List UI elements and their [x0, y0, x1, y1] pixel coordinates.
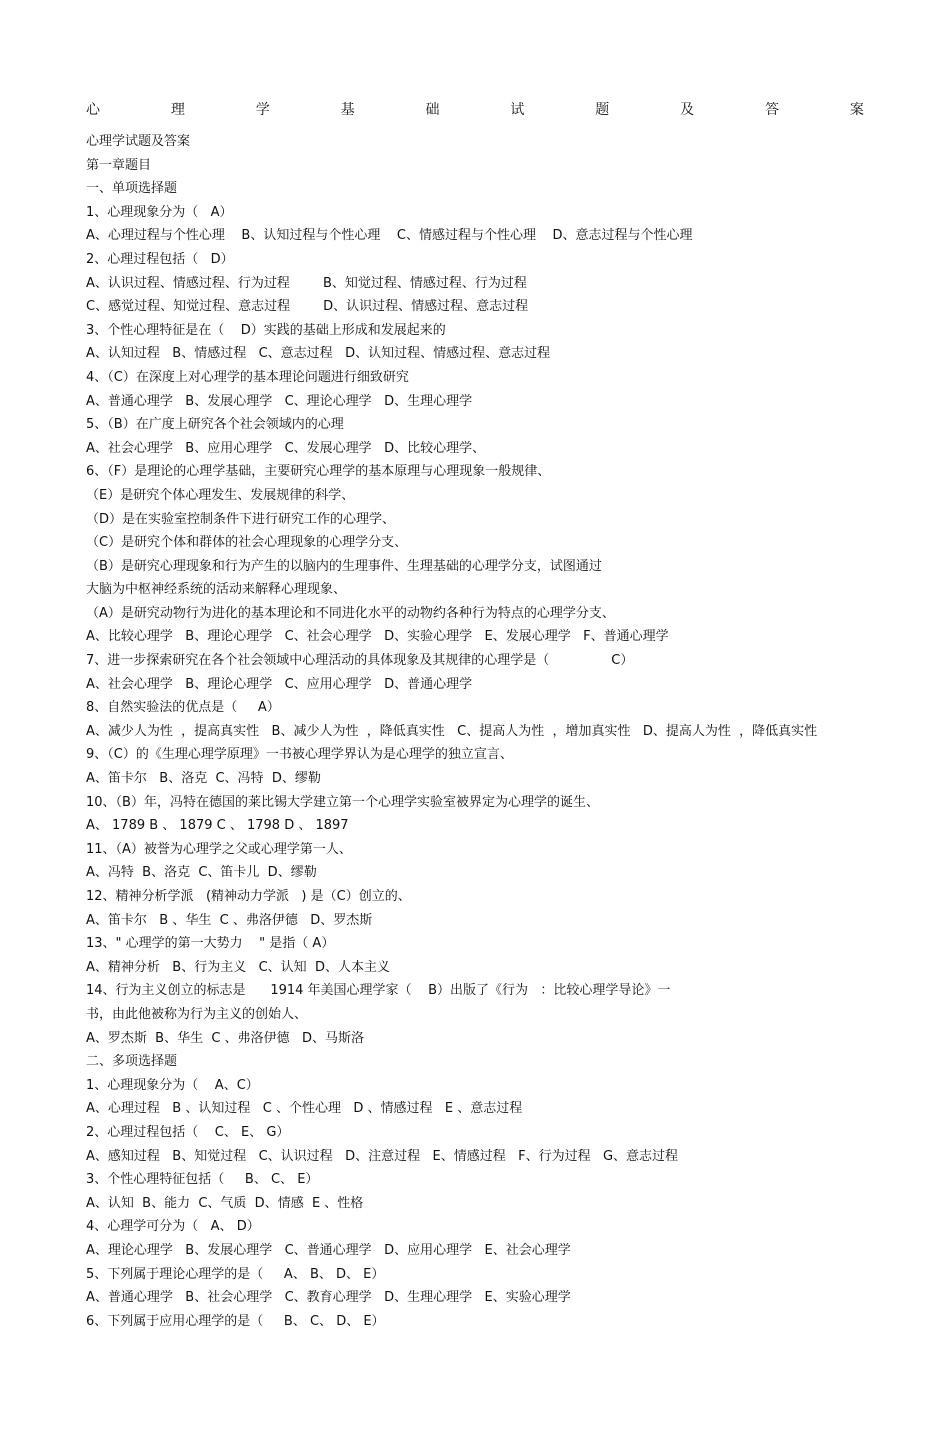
text-line: 12、精神分析学派 (精神动力学派 ) 是（C）创立的、	[86, 889, 411, 904]
title-char: 题	[595, 102, 610, 118]
text-line: 5、下列属于理论心理学的是（ A、 B、 D、 E）	[86, 1266, 385, 1282]
text-line: A、普通心理学 B、发展心理学 C、理论心理学 D、生理心理学	[86, 393, 473, 409]
text-line: 1、心理现象分为（ A）	[86, 204, 233, 220]
title-char: 答	[765, 102, 779, 118]
text-line: （B）是研究心理现象和行为产生的以脑内的生理事件、生理基础的心理学分支，试图通过	[86, 558, 602, 574]
title-char: 案	[849, 102, 864, 118]
text-line: A、精神分析 B、行为主义 C、认知 D、人本主义	[86, 959, 390, 975]
text-line: A、心理过程与个性心理 B、认知过程与个性心理 C、情感过程与个性心理 D、意志过程与个性心理	[86, 228, 693, 244]
title-char: 试	[510, 102, 525, 118]
text-line: 7、进一步探索研究在各个社会领域中心理活动的具体现象及其规律的心理学是（ C）	[86, 653, 634, 669]
text-line: 1、心理现象分为（ A、C）	[86, 1077, 259, 1093]
text-line: 书，由此他被称为行为主义的创始人、	[86, 1006, 308, 1022]
text-line: 2、心理过程包括（ D）	[86, 251, 234, 267]
text-line: 10、（B）年，冯特在德国的莱比锡大学建立第一个心理学实验室被界定为心理学的诞生、	[86, 794, 599, 810]
text-line: A、罗杰斯 B、华生 C 、弗洛伊德 D、马斯洛	[86, 1030, 364, 1046]
text-line: A、心理过程 B 、认知过程 C 、个性心理 D 、情感过程 E 、意志过程	[86, 1101, 523, 1117]
text-line: 13、" 心理学的第一大势力 " 是指（ A）	[86, 936, 335, 952]
text-line: A、认知 B、能力 C、气质 D、情感 E 、性格	[86, 1195, 364, 1211]
text-line: A、感知过程 B、知觉过程 C、认识过程 D、注意过程 E、情感过程 F、行为过程 G、意志过程	[86, 1148, 679, 1164]
text-line: A、认识过程、情感过程、行为过程 B、知觉过程、情感过程、行为过程	[86, 275, 527, 291]
text-line: 一、单项选择题	[86, 181, 178, 197]
text-line: 14、行为主义创立的标志是 1914 年美国心理学家（ B）出版了《行为 ：比较心理学导论》一	[86, 983, 671, 999]
text-line: A、笛卡尔 B 、华生 C 、弗洛伊德 D、罗杰斯	[86, 912, 373, 928]
document-title	[86, 99, 864, 121]
text-line: 第一章题目	[86, 157, 152, 173]
text-line: A、 1789 B 、 1879 C 、 1798 D 、 1897	[86, 818, 349, 834]
text-line: 心理学试题及答案	[86, 134, 191, 149]
text-line: A、社会心理学 B、理论心理学 C、应用心理学 D、普通心理学	[86, 676, 473, 692]
text-line: C、感觉过程、知觉过程、意志过程 D、认识过程、情感过程、意志过程	[86, 299, 529, 315]
title-char: 础	[425, 102, 440, 118]
text-line: （A）是研究动物行为进化的基本理论和不同进化水平的动物约各种行为特点的心理学分支、	[86, 605, 615, 621]
text-line: A、理论心理学 B、发展心理学 C、普通心理学 D、应用心理学 E、社会心理学	[86, 1242, 571, 1258]
text-line: 11、（A）被誉为心理学之父或心理学第一人、	[86, 841, 352, 857]
text-line: A、比较心理学 B、理论心理学 C、社会心理学 D、实验心理学 E、发展心理学 F、普通心理学	[86, 629, 669, 645]
text-line: A、减少人为性 ，提高真实性 B、减少人为性 ，降低真实性 C、提高人为性 ，增加真实性 D、提高人为性 ，降低真实性	[86, 723, 818, 739]
text-line: A、冯特 B、洛克 C、笛卡儿 D、缪勒	[86, 865, 317, 881]
text-line: 2、心理过程包括（ C、 E、 G）	[86, 1124, 290, 1140]
text-line: 5、（B）在广度上研究各个社会领域内的心理	[86, 417, 344, 433]
document-body	[86, 130, 886, 1333]
text-line: A、笛卡尔 B、洛克 C、冯特 D、缪勒	[86, 771, 321, 787]
text-line: 3、个性心理特征是在（ D）实践的基础上形成和发展起来的	[86, 322, 446, 338]
text-line: 二、多项选择题	[86, 1054, 178, 1070]
text-line: 9、（C）的《生理心理学原理》一书被心理学界认为是心理学的独立宣言、	[86, 747, 513, 763]
title-char: 及	[680, 102, 695, 118]
text-line: 大脑为中枢神经系统的活动来解释心理现象、	[86, 582, 347, 598]
text-line: 4、（C）在深度上对心理学的基本理论问题进行细致研究	[86, 369, 409, 385]
text-line: 4、心理学可分为（ A、 D）	[86, 1219, 260, 1235]
text-line: （C）是研究个体和群体的社会心理现象的心理学分支、	[86, 535, 408, 551]
text-line: A、社会心理学 B、应用心理学 C、发展心理学 D、比较心理学、	[86, 440, 486, 456]
title-char: 心	[86, 102, 100, 118]
text-line: A、普通心理学 B、社会心理学 C、教育心理学 D、生理心理学 E、实验心理学	[86, 1290, 571, 1306]
text-line: （E）是研究个体心理发生、发展规律的科学、	[86, 487, 355, 503]
text-line: 6、下列属于应用心理学的是（ B、 C、 D、 E）	[86, 1313, 385, 1329]
title-char: 理	[170, 102, 185, 118]
text-line: 8、自然实验法的优点是（ A）	[86, 700, 280, 716]
text-line: （D）是在实验室控制条件下进行研究工作的心理学、	[86, 511, 396, 527]
text-line: 3、个性心理特征包括（ B、 C、 E）	[86, 1172, 319, 1188]
text-line: A、认知过程 B、情感过程 C、意志过程 D、认知过程、情感过程、意志过程	[86, 346, 551, 362]
title-char: 学	[255, 102, 270, 118]
title-char: 基	[340, 102, 355, 118]
text-line: 6、（F）是理论的心理学基础，主要研究心理学的基本原理与心理现象一般规律、	[86, 464, 551, 480]
